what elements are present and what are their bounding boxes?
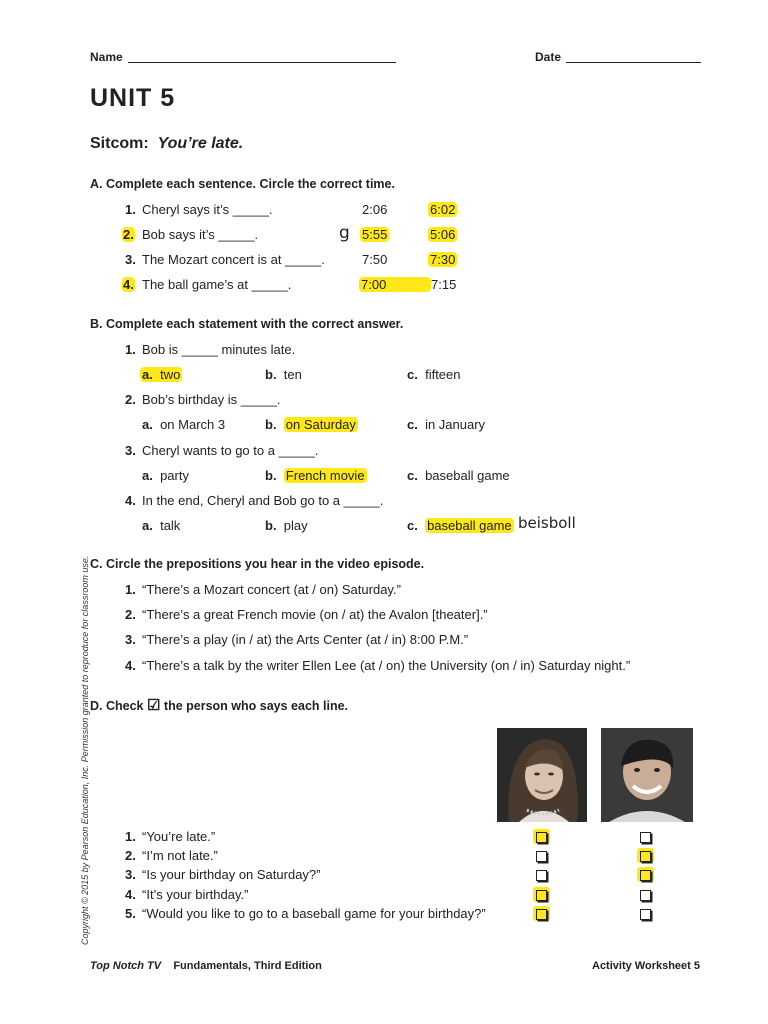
section-b-heading: B. Complete each statement with the correct answer. [90, 317, 404, 331]
answer-c[interactable]: c. fifteen [407, 367, 461, 382]
answer-c[interactable]: c. in January [407, 417, 486, 432]
footer-edition: Fundamentals, Third Edition [173, 960, 322, 972]
checkbox-col2-row3[interactable] [640, 870, 651, 881]
item-text: Bob’s birthday is _____. [142, 392, 281, 407]
time-option[interactable]: 2:06 [362, 202, 388, 217]
date-label: Date [535, 50, 562, 64]
answer-c[interactable]: c. baseball game [407, 468, 510, 483]
line-text: “I’m not late.” [142, 848, 218, 863]
time-option[interactable]: 7:50 [362, 252, 388, 267]
item-number: 4. [125, 493, 136, 508]
line-text: “Is your birthday on Saturday?” [142, 867, 321, 882]
item-number: 4. [125, 658, 136, 673]
item-number: 5. [125, 906, 136, 921]
answer-b[interactable]: b. ten [265, 367, 302, 382]
line-text: “Would you like to go to a baseball game for your birthday?” [142, 906, 486, 921]
checkbox-col1-row3[interactable] [536, 870, 547, 881]
item-number: 1. [125, 202, 136, 217]
date-line[interactable] [566, 62, 701, 63]
line-text: “You’re late.” [142, 829, 216, 844]
item-text: In the end, Cheryl and Bob go to a _____. [142, 493, 384, 508]
item-text: The ball game’s at _____. [142, 277, 292, 292]
checkbox-col1-row2[interactable] [536, 851, 547, 862]
time-option-selected[interactable]: 6:02 [430, 202, 456, 217]
item-number: 3. [125, 632, 136, 647]
answer-b-selected[interactable]: b. on Saturday [265, 417, 356, 432]
checkbox-col2-row5[interactable] [640, 909, 651, 920]
answer-a-selected[interactable]: a. two [142, 367, 181, 382]
preposition-sentence[interactable]: “There’s a Mozart concert (at / on) Saturday.” [142, 582, 401, 597]
item-number: 1. [125, 342, 136, 357]
item-number: 3. [125, 867, 136, 882]
time-option-selected[interactable]: 7:30 [430, 252, 456, 267]
time-option-selected[interactable]: 5:55 [362, 227, 388, 242]
time-option-selected[interactable]: 7:00 [359, 277, 431, 292]
bob-photo [601, 728, 693, 822]
man-portrait-icon [601, 728, 693, 822]
name-line[interactable] [128, 62, 396, 63]
name-label: Name [90, 50, 123, 64]
footer-page-label: Activity Worksheet 5 [592, 960, 701, 972]
section-d-heading: D. Check ☑ the person who says each line. [90, 697, 349, 714]
answer-b[interactable]: b. play [265, 518, 308, 533]
handwritten-note: beisboll [518, 514, 576, 532]
footer-series: Top Notch TV [90, 960, 162, 972]
checkbox-col1-row4[interactable] [536, 890, 547, 901]
item-number: 2. [123, 227, 134, 242]
footer-left [90, 960, 322, 972]
item-number: 2. [125, 607, 136, 622]
subtitle-episode: You’re late. [157, 135, 244, 152]
line-text: “It’s your birthday.” [142, 887, 249, 902]
answer-a[interactable]: a. talk [142, 518, 181, 533]
woman-portrait-icon [497, 728, 587, 822]
item-text: Bob says it’s _____. [142, 227, 259, 242]
subtitle-prefix: Sitcom: [90, 135, 149, 152]
answer-b-selected[interactable]: b. French movie [265, 468, 365, 483]
item-number: 1. [125, 582, 136, 597]
page-subtitle [90, 135, 243, 153]
checkmark-icon: ☑ [146, 697, 161, 714]
item-text: Bob is _____ minutes late. [142, 342, 296, 357]
item-number: 1. [125, 829, 136, 844]
section-c-heading: C. Circle the prepositions you hear in the video episode. [90, 557, 425, 571]
item-number: 2. [125, 392, 136, 407]
answer-a[interactable]: a. party [142, 468, 189, 483]
preposition-sentence[interactable]: “There’s a play (in / at) the Arts Center (at / in) 8:00 P.M.” [142, 632, 469, 647]
preposition-sentence[interactable]: “There’s a talk by the writer Ellen Lee (at / on) the University (on / in) Saturday night.” [142, 658, 631, 673]
item-number: 4. [123, 277, 134, 292]
time-option-selected[interactable]: 5:06 [430, 227, 456, 242]
answer-c-selected[interactable]: c. baseball game [407, 518, 512, 533]
checkbox-col2-row1[interactable] [640, 832, 651, 843]
item-text: Cheryl wants to go to a _____. [142, 443, 319, 458]
copyright-notice: Copyright © 2015 by Pearson Education, Inc. Permission granted to reproduce for classroom use. [80, 555, 90, 945]
handwritten-mark: g [339, 223, 350, 243]
item-number: 3. [125, 252, 136, 267]
item-text: The Mozart concert is at _____. [142, 252, 325, 267]
item-number: 3. [125, 443, 136, 458]
section-a-heading: A. Complete each sentence. Circle the correct time. [90, 177, 395, 191]
checkbox-col1-row5[interactable] [536, 909, 547, 920]
time-option[interactable]: 7:15 [431, 277, 457, 292]
checkbox-col1-row1[interactable] [536, 832, 547, 843]
page-title: UNIT 5 [90, 84, 176, 112]
item-text: Cheryl says it’s _____. [142, 202, 273, 217]
answer-a[interactable]: a. on March 3 [142, 417, 226, 432]
cheryl-photo [497, 728, 587, 822]
item-number: 2. [125, 848, 136, 863]
item-number: 4. [125, 887, 136, 902]
checkbox-col2-row4[interactable] [640, 890, 651, 901]
preposition-sentence[interactable]: “There’s a great French movie (on / at) the Avalon [theater].” [142, 607, 488, 622]
checkbox-col2-row2[interactable] [640, 851, 651, 862]
